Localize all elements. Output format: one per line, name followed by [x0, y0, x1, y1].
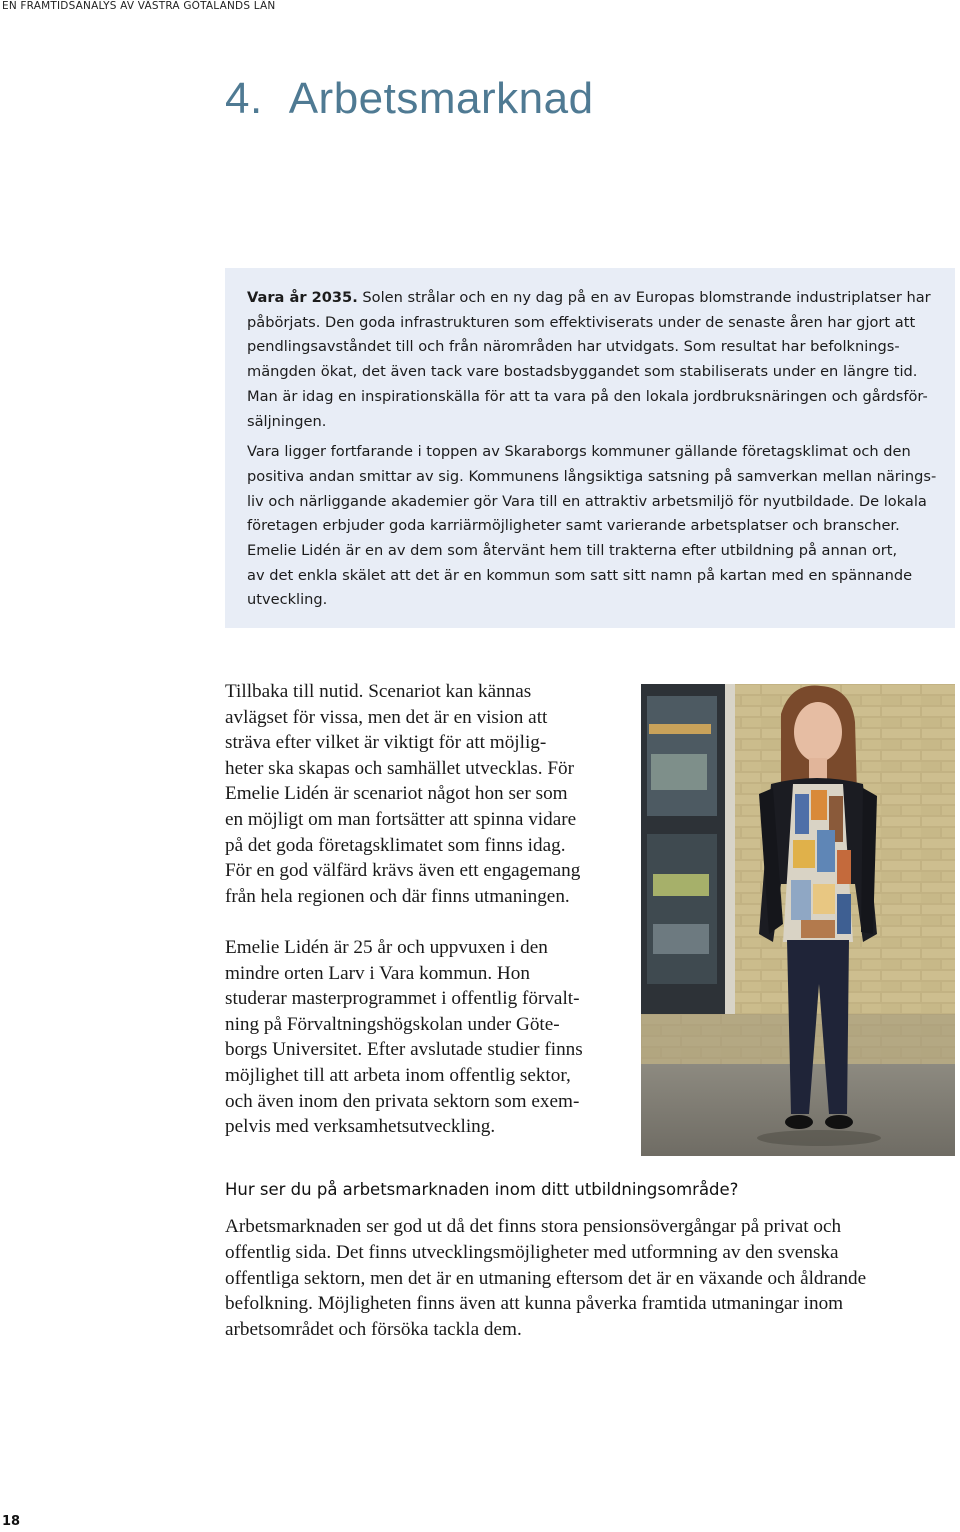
scenario-line: positiva andan smittar av sig. Kommunens långsiktiga satsning på samverkan mellan närings-: [247, 467, 937, 485]
scenario-line: säljningen.: [247, 412, 327, 430]
scenario-line: företagen erbjuder goda karriärmöjligheter samt varierande arbetsplatser och branscher.: [247, 517, 900, 535]
scenario-line: pendlingsavståndet till och från närområden har utvidgats. Som resultat har befolknings-: [247, 338, 900, 356]
scenario-line: påbörjats. Den goda infrastrukturen som effektiviserats under de senaste åren har gjort att: [247, 313, 916, 331]
chapter-title-text: Arbetsmarknad: [288, 74, 594, 123]
scenario-line: Man är idag en inspirationskälla för att ta vara på den lokala jordbruksnäringen och gårdsför-: [247, 387, 928, 405]
scenario-line: utveckling.: [247, 591, 328, 609]
scenario-box: [225, 268, 955, 628]
scenario-lead: Vara år 2035.: [247, 289, 358, 306]
interview-question: Hur ser du på arbetsmarknaden inom ditt utbildningsområde?: [225, 1180, 739, 1199]
scenario-line: Vara år 2035. Solen strålar och en ny dag på en av Europas blomstrande industriplatser har: [247, 289, 931, 306]
chapter-title: [225, 74, 594, 124]
scenario-line: liv och närliggande akademier gör Vara till en attraktiv arbetsmiljö för nyutbildade. De lokala: [247, 492, 927, 510]
chapter-number: 4.: [225, 74, 263, 123]
page-number: 18: [2, 1514, 21, 1529]
interview-answer: Arbetsmarknaden ser god ut då det finns stora pensionsövergångar på privat och offentlig sida. Det finns utvecklingsmöjligheter med utformning av den svenska offentliga sektorn, men det är en utmaning eftersom det är en växande och åldrande befolkning. Möjligheten finns även att kunna påverka framtida utmaningar inom arbetsområdet och försöka tackla dem.: [225, 1216, 867, 1341]
scenario-line: Emelie Lidén är en av dem som återvänt hem till trakterna efter utbildning på annan ort,: [247, 542, 898, 560]
portrait-illustration: [641, 684, 955, 1156]
intro-paragraph: Tillbaka till nutid. Scenariot kan kännas avlägset för vissa, men det är en vision att sträva efter vilket är viktigt för att möjlig- heter ska skapas och samhället utvecklas. För Emelie Lidén är scenariot något hon ser som en möjligt om man fortsätter att spinna vidare på det goda företagsklimatet som finns idag. För en god välfärd krävs även ett engagemang från hela regionen och där finns utmaningen.: [225, 681, 581, 907]
scenario-line: mängden ökat, det även tack vare bostadsbyggandet som stabiliserats under en längre tid.: [247, 363, 918, 381]
scenario-line: Vara ligger fortfarande i toppen av Skaraborgs kommuner gällande företagsklimat och den: [247, 443, 911, 461]
portrait-photo: [641, 684, 955, 1156]
scenario-line: av det enkla skälet att det är en kommun som satt sitt namn på kartan med en spännande: [247, 566, 913, 584]
bio-paragraph: Emelie Lidén är 25 år och uppvuxen i den mindre orten Larv i Vara kommun. Hon studerar masterprogrammet i offentlig förvalt- ning på Förvaltningshögskolan under Göte- borgs Universitet. Efter avslutade studier finns möjlighet till att arbeta inom offentlig sektor, och även inom den privata sektorn som exem- pelvis med verksamhetsutveckling.: [225, 937, 583, 1138]
running-head: EN FRAMTIDSANALYS AV VÄSTRA GÖTALANDS LÄN: [2, 0, 276, 12]
